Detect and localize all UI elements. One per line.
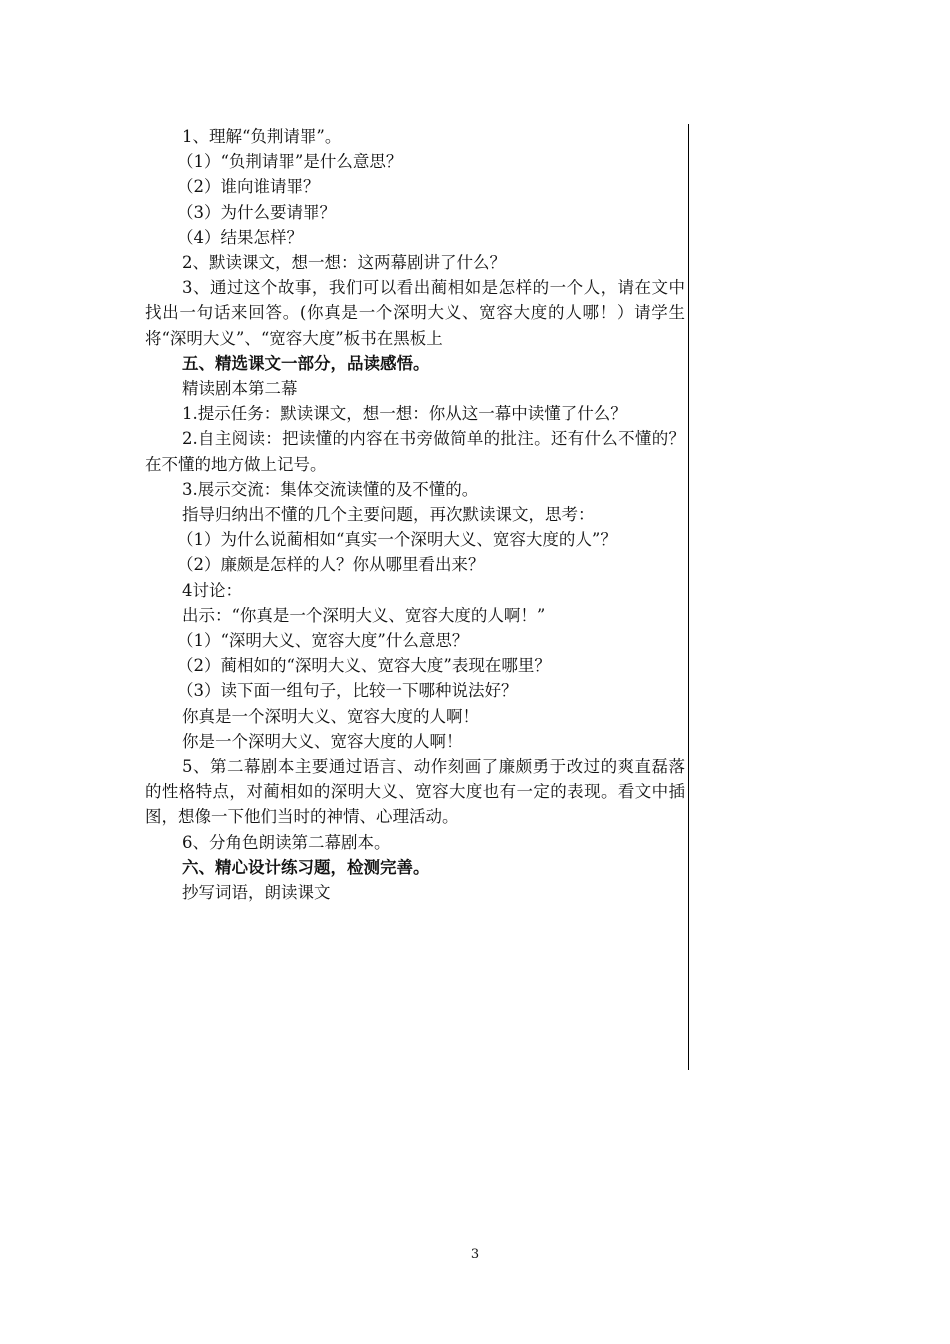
text-line: 6、分角色朗读第二幕剧本。 xyxy=(182,832,391,852)
text-line: 指导归纳出不懂的几个主要问题，再次默读课文，思考： xyxy=(182,505,595,525)
text-line: （2）蔺相如的“深明大义、宽容大度”表现在哪里？ xyxy=(177,656,551,676)
text-paragraph: 5、第二幕剧本主要通过语言、动作刻画了廉颇勇于改过的爽直磊落的性格特点，对蔺相如的深明大义、宽容大度也有一定的表现。看文中插图，想像一下他们当时的神情、心理活动。 xyxy=(145,757,685,827)
section-heading: 五、精选课文一部分，品读感悟。 xyxy=(182,353,430,373)
text-line: 你是一个深明大义、宽容大度的人啊！ xyxy=(182,731,463,751)
table-border-line xyxy=(688,124,689,1070)
text-line: （3）读下面一组句子，比较一下哪种说法好？ xyxy=(177,681,518,701)
text-line: 1.提示任务：默读课文，想一想：你从这一幕中读懂了什么？ xyxy=(182,404,627,424)
text-line: （3）为什么要请罪？ xyxy=(177,202,336,222)
text-line: （1）“负荆请罪”是什么意思？ xyxy=(177,152,403,172)
text-paragraph: （1）为什么说蔺相如“真实一个深明大义、宽容大度的人”？ xyxy=(177,530,617,550)
text-line: （2）谁向谁请罪？ xyxy=(177,177,320,197)
text-line: 4讨论： xyxy=(182,580,242,600)
text-line: 3.展示交流：集体交流读懂的及不懂的。 xyxy=(182,479,479,499)
text-line: 2、默读课文，想一想：这两幕剧讲了什么？ xyxy=(182,253,506,273)
text-line: 出示：“你真是一个深明大义、宽容大度的人啊！” xyxy=(182,605,546,625)
text-line: 你真是一个深明大义、宽容大度的人啊！ xyxy=(182,706,479,726)
text-line: （4）结果怎样？ xyxy=(177,227,303,247)
section-heading: 六、精心设计练习题，检测完善。 xyxy=(182,857,430,877)
text-line: （2）廉颇是怎样的人？你从哪里看出来？ xyxy=(177,555,485,575)
text-line: 抄写词语，朗读课文 xyxy=(182,883,331,903)
text-paragraph: 3、通过这个故事，我们可以看出蔺相如是怎样的一个人，请在文中找出一句话来回答。(你真是一个深明大义、宽容大度的人哪！）请学生将“深明大义”、“宽容大度”板书在黑板上 xyxy=(145,278,685,348)
text-line: （1）“深明大义、宽容大度”什么意思？ xyxy=(177,631,469,651)
text-line: 精读剧本第二幕 xyxy=(182,379,298,399)
lesson-plan-content xyxy=(145,124,685,905)
text-line: 1、理解“负荆请罪”。 xyxy=(182,127,342,146)
text-paragraph: 2.自主阅读：把读懂的内容在书旁做简单的批注。还有什么不懂的？在不懂的地方做上记号。 xyxy=(145,429,685,474)
page-number: 3 xyxy=(470,1247,480,1262)
